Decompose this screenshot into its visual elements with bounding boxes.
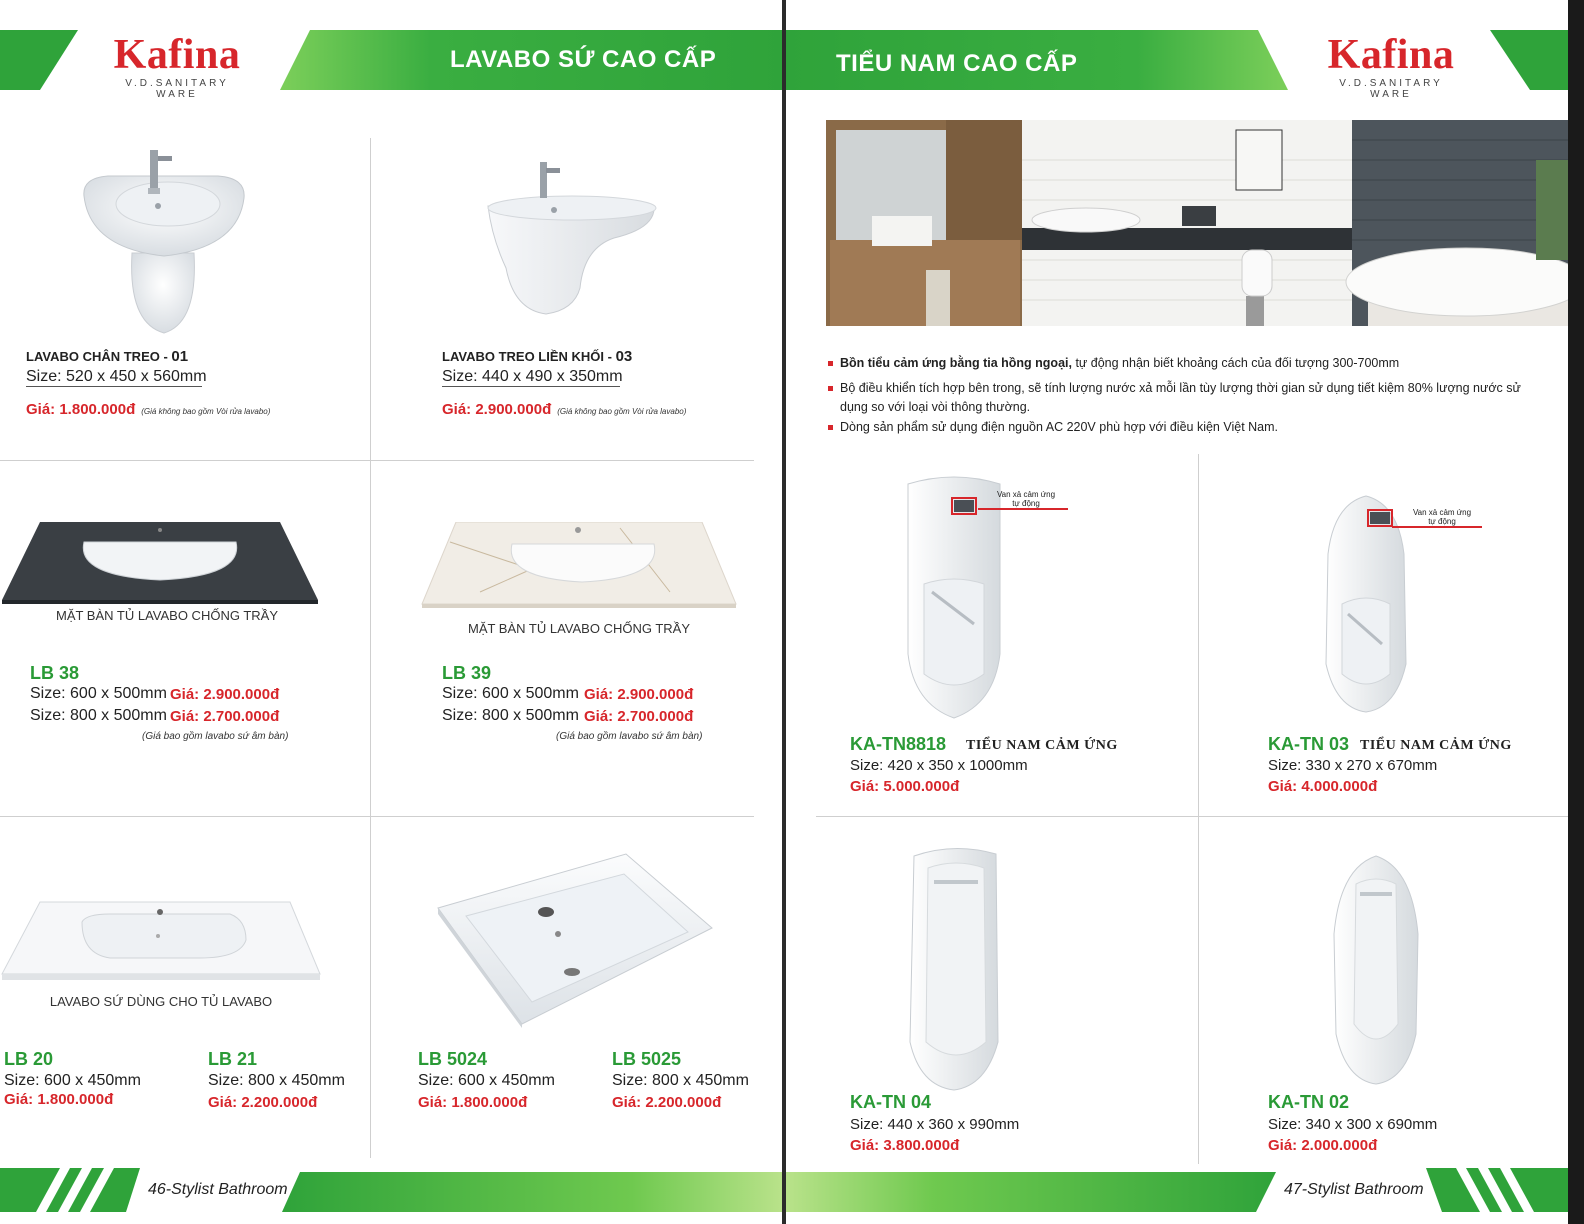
counter-caption: MẶT BÀN TỦ LAVABO CHỐNG TRẦY [55,608,278,623]
product-size: Size: 600 x 500mm [30,685,167,702]
price-note: (Giá không bao gồm Vòi rửa lavabo) [141,407,271,416]
lb38-countertop-image [0,522,320,604]
product-size: Size: 800 x 500mm [30,707,167,724]
grid-divider-vertical [1198,454,1199,1164]
product-price: Giá: 1.800.000đ [4,1091,114,1108]
product-size: Size: 330 x 270 x 670mm [1268,757,1438,774]
product-price: Giá: 2.700.000đ [170,708,280,725]
product-name-number: 03 [615,348,633,365]
product-size: Size: 520 x 450 x 560mm [26,368,207,385]
logo-brand: Kafina [113,32,241,78]
product-size: Size: 340 x 300 x 690mm [1268,1116,1438,1133]
product-name-prefix: LAVABO TREO LIỀN KHỐI - [442,349,616,364]
product-size: Size: 440 x 490 x 350mm [442,368,623,385]
price-note: (Giá không bao gồm Vòi rửa lavabo) [557,407,687,416]
product-title: TIỂU NAM CẢM ỨNG [966,738,1118,753]
feature-text: Bộ điều khiển tích hợp bên trong, sẽ tính lượng nước xả mỗi lần tùy lượng thời gian sử dụng tiết kiệm 80% lượng nước sử dụng so với loại vòi thông thường. [840,381,1521,414]
valve-label: Van xả cảm ứng tự động [1412,508,1472,526]
lb20-lb21-basin-image [0,900,322,982]
valve-label: Van xả cảm ứng tự động [996,490,1056,508]
grid-divider-row [816,816,1568,817]
product-price: Giá: 2.200.000đ [612,1094,722,1111]
page-title: LAVABO SỨ CAO CẤP [450,46,717,73]
feature-item [826,354,1546,373]
page-number-footer: 47-Stylist Bathroom [1284,1181,1424,1198]
page-right [786,0,1568,1224]
product-name-prefix: LAVABO CHÂN TREO - [26,349,172,364]
lb39-countertop-image [420,522,738,608]
product-name-number: 01 [171,348,189,365]
size-underline [26,386,202,387]
product-size: Size: 800 x 450mm [208,1072,345,1089]
bathroom-photo [826,120,1568,326]
product-price: Giá: 2.900.000đ [170,686,280,703]
grid-divider-row2 [0,816,754,817]
size-underline [442,386,620,387]
feature-item [826,418,1546,437]
price-note: (Giá bao gồm lavabo sứ âm bàn) [556,731,703,742]
product-price: Giá: 2.900.000đ [584,686,694,703]
product-size: Size: 420 x 350 x 1000mm [850,757,1028,774]
footer-band [0,1168,782,1212]
product-size: Size: 600 x 450mm [4,1072,141,1089]
header-right-stripe [1490,30,1568,90]
product-size: Size: 800 x 450mm [612,1072,749,1089]
product-price [442,401,686,418]
product-price: Giá: 2.000.000đ [1268,1137,1378,1154]
lavabo-treo-lien-khoi-image [484,158,660,318]
product-code: KA-TN 02 [1268,1092,1350,1112]
feature-bold: Bồn tiểu cảm ứng bằng tia hồng ngoại, [840,356,1072,370]
page-number-footer: 46-Stylist Bathroom [148,1181,288,1198]
header-left-stripe [0,30,80,90]
product-name [26,348,188,365]
product-code: LB 38 [30,663,80,683]
product-code: LB 21 [208,1049,258,1069]
ka-tn8818-urinal-image [904,474,1004,722]
feature-text: Dòng sản phẩm sử dụng điện nguồn AC 220V phù hợp với điều kiện Việt Nam. [840,420,1279,434]
grid-divider-vertical [370,138,371,1158]
product-code: KA-TN 04 [850,1092,932,1112]
feature-item [826,379,1546,417]
product-price: Giá: 2.700.000đ [584,708,694,725]
page-title: TIỂU NAM CAO CẤP [836,50,1078,77]
price-value: Giá: 1.800.000đ [26,401,136,418]
product-code: KA-TN8818 [850,734,947,754]
logo-tagline: V.D.SANITARY WARE [125,78,229,100]
footer-band [786,1168,1568,1212]
page-left [0,0,782,1224]
product-title: TIỂU NAM CẢM ỨNG [1360,738,1512,753]
product-code: LB 5025 [612,1049,682,1069]
product-price: Giá: 5.000.000đ [850,778,960,795]
product-name [442,348,632,365]
cabinet-caption: LAVABO SỨ DÙNG CHO TỦ LAVABO [49,994,273,1009]
product-code: LB 39 [442,663,492,683]
feature-text: tự động nhận biết khoảng cách của đối tượng 300-700mm [1071,356,1400,370]
logo-tagline: V.D.SANITARY WARE [1339,78,1443,100]
kafina-logo [106,34,248,100]
product-size: Size: 600 x 450mm [418,1072,555,1089]
price-value: Giá: 2.900.000đ [442,401,552,418]
ka-tn02-urinal-image [1330,854,1422,1086]
product-size: Size: 800 x 500mm [442,707,579,724]
kafina-logo [1316,34,1466,100]
product-price: Giá: 2.200.000đ [208,1094,318,1111]
product-price: Giá: 1.800.000đ [418,1094,528,1111]
price-note: (Giá bao gồm lavabo sứ âm bàn) [142,731,289,742]
logo-brand: Kafina [1327,32,1455,78]
grid-divider-row1 [0,460,754,461]
product-price: Giá: 4.000.000đ [1268,778,1378,795]
feature-list [826,354,1546,438]
product-price: Giá: 3.800.000đ [850,1137,960,1154]
product-size: Size: 440 x 360 x 990mm [850,1116,1020,1133]
counter-caption: MẶT BÀN TỦ LAVABO CHỐNG TRẦY [467,621,690,636]
lavabo-chan-treo-image [78,148,250,338]
lb5024-lb5025-basin-image [436,852,716,1028]
product-code: KA-TN 03 [1268,734,1350,754]
valve-callout-line [1392,526,1482,528]
valve-callout-line [978,508,1068,510]
product-code: LB 5024 [418,1049,488,1069]
product-size: Size: 600 x 500mm [442,685,579,702]
ka-tn04-urinal-image [906,842,1002,1092]
product-price [26,401,270,418]
product-code: LB 20 [4,1049,54,1069]
